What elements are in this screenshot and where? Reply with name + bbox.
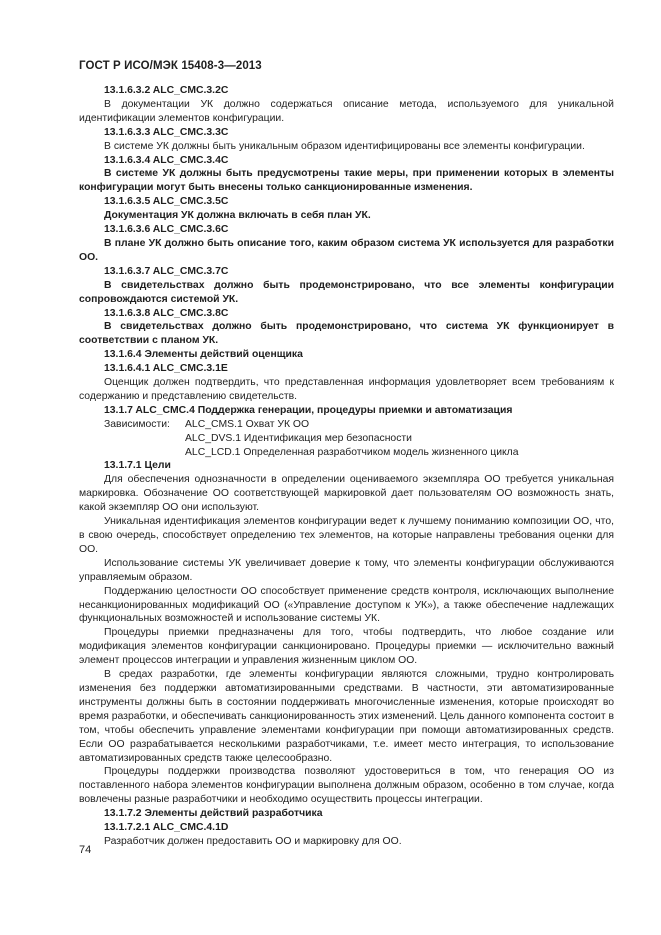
paragraph: Разработчик должен предоставить ОО и маркировку для ОО. xyxy=(104,835,402,847)
clauses-block xyxy=(79,84,614,418)
paragraph: В системе УК должны быть предусмотрены такие меры, при применении которых в элементы конфигурации могут быть внесены только санкционированные изменения. xyxy=(79,168,614,194)
paragraph: Процедуры поддержки производства позволяют удостовериться в том, что генерация ОО из поставленного набора элементов конфигурации выполнена должным образом, особенно в том случае, когда вовлечены разные разработчики и необходимо осуществить процессы интеграции. xyxy=(79,766,614,806)
paragraph: Поддержанию целостности ОО способствует применение средств контроля, исключающих выполнение несанкционированных модификаций ОО («Управление доступом к УК»), а также обеспечение надлежащих функциональных возможностей и использование системы УК. xyxy=(79,585,614,625)
paragraph: В документации УК должно содержаться описание метода, используемого для уникальной идентификации элементов конфигурации. xyxy=(79,98,614,124)
section-heading: 13.1.6.3.3 ALC_CMC.3.3C xyxy=(104,126,229,138)
section-heading: 13.1.6.3.8 ALC_CMC.3.8C xyxy=(104,307,229,319)
section-heading: 13.1.7 ALC_CMC.4 Поддержка генерации, процедуры приемки и автоматизация xyxy=(104,404,513,416)
paragraph: Уникальная идентификация элементов конфигурации ведет к лучшему пониманию композиции ОО, что, в свою очередь, способствует определению тех элементов, на которые направлены требования оценки для ОО. xyxy=(79,516,614,555)
section-heading: 13.1.6.3.7 ALC_CMC.3.7C xyxy=(104,265,229,277)
section-heading: 13.1.6.4 Элементы действий оценщика xyxy=(104,349,303,361)
paragraph: Использование системы УК увеличивает доверие к тому, что элементы конфигурации обслуживаются управляемым образом. xyxy=(79,557,614,583)
section-heading: 13.1.7.2.1 ALC_CMC.4.1D xyxy=(104,822,229,834)
section-heading: 13.1.6.3.2 ALC_CMC.3.2C xyxy=(104,85,229,96)
paragraph: Документация УК должна включать в себя план УК. xyxy=(104,210,371,222)
section-heading: 13.1.6.4.1 ALC_CMC.3.1E xyxy=(104,363,228,375)
paragraph: В плане УК должно быть описание того, каким образом система УК используется для разработки ОО. xyxy=(79,237,614,263)
paragraph: В средах разработки, где элементы конфигурации являются сложными, трудно контролировать изменения без поддержки автоматизированными средствами. В частности, эти автоматизированные инструменты должны быть в состоянии поддерживать многочисленные изменения, которые происходят во время разработки, и обеспечивать санкционированность этих изменений. Цель данного компонента состоит в том, чтобы обеспечить управление элементами конфигурации при помощи автоматизированных средств. Если ОО разрабатывается несколькими разработчиками, т.е. имеет место интеграция, то использование автоматизированных средств также целесообразно. xyxy=(79,669,614,764)
page-content xyxy=(79,84,614,849)
dependency-item: ALC_DVS.1 Идентификация мер безопасности xyxy=(185,432,412,444)
paragraph: В системе УК должны быть уникальным образом идентифицированы все элементы конфигурации. xyxy=(104,140,585,152)
page-number: 74 xyxy=(79,844,92,856)
paragraph: Оценщик должен подтвердить, что представленная информация удовлетворяет всем требованиям к содержанию и представлению свидетельств. xyxy=(79,377,614,402)
section-heading: 13.1.7.2 Элементы действий разработчика xyxy=(104,808,323,820)
dependency-row xyxy=(79,446,614,460)
paragraph: Для обеспечения однозначности в определении оцениваемого экземпляра ОО требуется уникальная маркировка. Обозначение ОО соответствующей маркировкой дает пользователям ОО возможность знать, какой экземпляр ОО они используют. xyxy=(79,474,614,514)
section-heading: 13.1.7.1 Цели xyxy=(104,460,171,472)
dependency-row xyxy=(79,418,614,432)
dependency-item: ALC_LCD.1 Определенная разработчиком модель жизненного цикла xyxy=(185,446,519,458)
section-heading: 13.1.6.3.6 ALC_CMC.3.6C xyxy=(104,224,229,236)
section-heading: 13.1.6.3.4 ALC_CMC.3.4C xyxy=(104,154,229,166)
section-heading: 13.1.6.3.5 ALC_CMC.3.5C xyxy=(104,196,229,208)
paragraph: В свидетельствах должно быть продемонстрировано, что система УК функционирует в соответствии с планом УК. xyxy=(79,321,614,347)
dependencies-block xyxy=(79,418,614,460)
paragraph: В свидетельствах должно быть продемонстрировано, что все элементы конфигурации сопровождаются системой УК. xyxy=(79,279,614,305)
objectives-block xyxy=(79,459,614,848)
document-header: ГОСТ Р ИСО/МЭК 15408-3—2013 xyxy=(79,60,262,72)
dependency-row xyxy=(79,432,614,446)
dependency-item: ALC_CMS.1 Охват УК ОО xyxy=(185,418,310,430)
dependencies-label: Зависимости: xyxy=(104,418,170,430)
paragraph: Процедуры приемки предназначены для того, чтобы подтвердить, что любое создание или модификация элементов конфигурации санкционировано. Процедуры приемки — исключительно важный элемент процессов интеграции и управления жизненным циклом ОО. xyxy=(79,627,614,667)
